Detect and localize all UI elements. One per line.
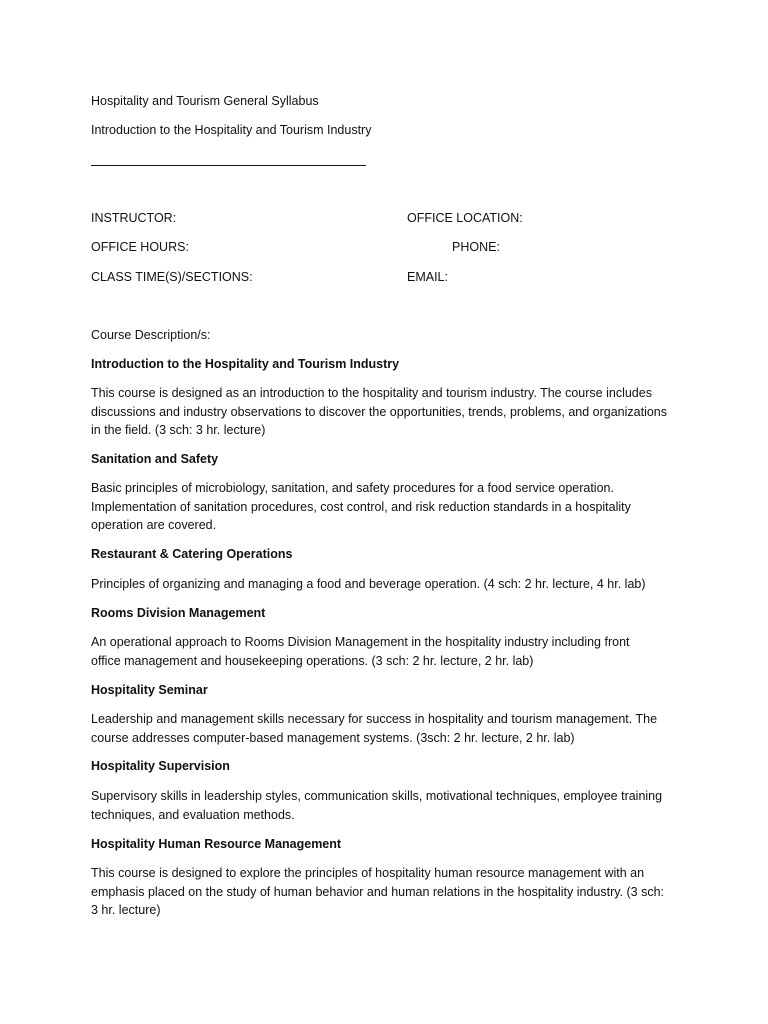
- description-line: office management and housekeeping operations. (3 sch: 2 hr. lecture, 2 hr. lab): [91, 653, 534, 668]
- course-description: [91, 575, 691, 594]
- description-line: An operational approach to Rooms Division Management in the hospitality industry including front: [91, 635, 630, 649]
- description-line: 3 hr. lecture): [91, 903, 161, 917]
- course-heading: Rooms Division Management: [91, 606, 266, 620]
- course-description: [91, 384, 691, 440]
- description-line: This course is designed as an introduction to the hospitality and tourism industry. The course includes: [91, 386, 652, 400]
- phone-label: PHONE:: [452, 240, 500, 254]
- course-description-label: Course Description/s:: [91, 328, 211, 342]
- instructor-label: INSTRUCTOR:: [91, 211, 177, 225]
- office-hours-label: OFFICE HOURS:: [91, 240, 189, 254]
- email-label: EMAIL:: [407, 270, 448, 284]
- description-line: discussions and industry observations to discover the opportunities, trends, problems, and organizations: [91, 404, 668, 419]
- course-heading: Restaurant & Catering Operations: [91, 547, 293, 561]
- course-description: [91, 864, 691, 920]
- course-description: [91, 633, 691, 670]
- course-heading: Hospitality Supervision: [91, 759, 230, 773]
- description-line: Principles of organizing and managing a food and beverage operation. (4 sch: 2 hr. lecture, 4 hr. lab): [91, 577, 646, 591]
- course-heading: Sanitation and Safety: [91, 452, 219, 466]
- description-line: emphasis placed on the study of human behavior and human relations in the hospitality industry. (3 sch:: [91, 884, 665, 899]
- course-heading: Hospitality Seminar: [91, 683, 208, 697]
- description-line: in the field. (3 sch: 3 hr. lecture): [91, 423, 266, 437]
- office-location-label: OFFICE LOCATION:: [407, 211, 523, 225]
- class-times-label: CLASS TIME(S)/SECTIONS:: [91, 270, 253, 284]
- divider-line: [91, 165, 366, 166]
- course-description: [91, 710, 691, 747]
- course-description: [91, 479, 691, 535]
- description-line: Basic principles of microbiology, sanitation, and safety procedures for a food service operation.: [91, 481, 614, 495]
- description-line: techniques, and evaluation methods.: [91, 807, 295, 822]
- description-line: course addresses computer-based management systems. (3sch: 2 hr. lecture, 2 hr. lab): [91, 730, 575, 745]
- course-description: [91, 787, 691, 824]
- description-line: This course is designed to explore the principles of hospitality human resource management with an: [91, 866, 645, 880]
- description-line: operation are covered.: [91, 518, 217, 532]
- description-line: Implementation of sanitation procedures, cost control, and risk reduction standards in a hospitality: [91, 499, 631, 514]
- description-line: Supervisory skills in leadership styles, communication skills, motivational techniques, employee training: [91, 789, 663, 803]
- description-line: Leadership and management skills necessary for success in hospitality and tourism management. The: [91, 712, 658, 726]
- course-title: Introduction to the Hospitality and Tourism Industry: [91, 123, 372, 137]
- course-heading: Hospitality Human Resource Management: [91, 837, 342, 851]
- syllabus-title: Hospitality and Tourism General Syllabus: [91, 94, 319, 108]
- course-heading: Introduction to the Hospitality and Tourism Industry: [91, 357, 400, 371]
